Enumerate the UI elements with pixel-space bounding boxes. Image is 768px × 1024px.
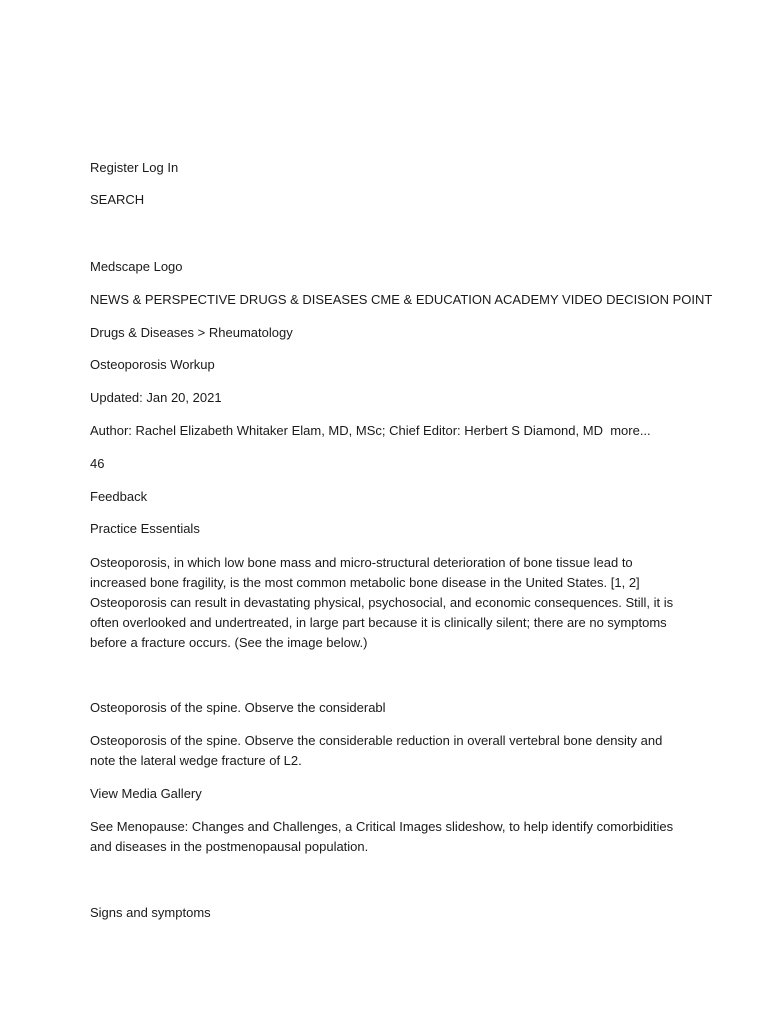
breadcrumb-section[interactable]: Drugs & Diseases xyxy=(90,325,195,340)
nav-cme-education[interactable]: CME & EDUCATION xyxy=(371,292,492,307)
section-heading: Practice Essentials xyxy=(90,521,200,536)
main-nav xyxy=(90,290,712,310)
signs-symptoms-heading: Signs and symptoms xyxy=(90,905,211,920)
nav-drugs-diseases[interactable]: DRUGS & DISEASES xyxy=(239,292,368,307)
more-authors-link[interactable]: more... xyxy=(610,423,651,438)
search-link[interactable]: SEARCH xyxy=(90,192,145,207)
breadcrumb xyxy=(90,323,293,343)
share-count: 46 xyxy=(90,456,105,471)
author-line xyxy=(90,421,651,441)
medscape-logo[interactable]: Medscape Logo xyxy=(90,259,183,274)
account-links xyxy=(90,158,178,178)
feedback-link[interactable]: Feedback xyxy=(90,489,148,504)
nav-news-perspective[interactable]: NEWS & PERSPECTIVE xyxy=(90,292,236,307)
login-link[interactable]: Log In xyxy=(142,160,179,175)
page-title: Osteoporosis Workup xyxy=(90,357,215,372)
nav-decision-point[interactable]: DECISION POINT xyxy=(606,292,713,307)
spine-image-placeholder[interactable]: Osteoporosis of the spine. Observe the considerabl xyxy=(90,700,386,715)
breadcrumb-separator: > xyxy=(197,325,206,340)
image-caption: Osteoporosis of the spine. Observe the considerable reduction in overall vertebral bone density and note the lateral wedge fracture of L2. xyxy=(90,733,663,768)
see-also-paragraph: See Menopause: Changes and Challenges, a Critical Images slideshow, to help identify comorbidities and diseases in the postmenopausal population. xyxy=(90,819,674,854)
nav-video[interactable]: VIDEO xyxy=(562,292,603,307)
author-names: Author: Rachel Elizabeth Whitaker Elam, MD, MSc; Chief Editor: Herbert S Diamond, MD xyxy=(90,423,603,438)
register-link[interactable]: Register xyxy=(90,160,139,175)
breadcrumb-subsection[interactable]: Rheumatology xyxy=(208,325,293,340)
view-media-gallery-link[interactable]: View Media Gallery xyxy=(90,786,202,801)
nav-academy[interactable]: ACADEMY xyxy=(494,292,559,307)
updated-date: Updated: Jan 20, 2021 xyxy=(90,390,222,405)
intro-paragraph: Osteoporosis, in which low bone mass and micro-structural deterioration of bone tissue lead to increased bone fragility, is the most common metabolic bone disease in the United States. [1, 2] Osteoporosis can result in devastating physical, psychosocial, and economic consequences. Still, it is often overlooked and undertreated, in large part because it is clinically silent; there are no symptoms before a fracture occurs. (See the image below.) xyxy=(90,555,674,650)
